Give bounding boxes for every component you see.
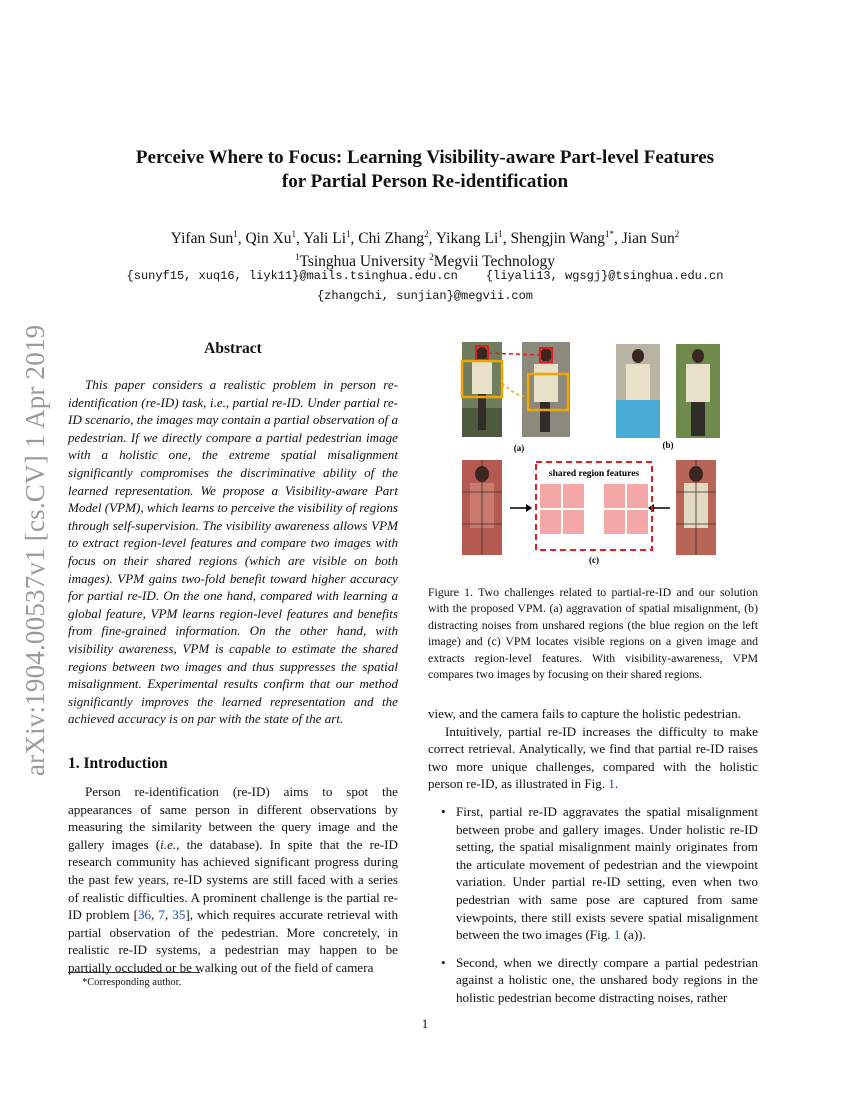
email-1[interactable]: {sunyf15, xuq16, liyk11}@mails.tsinghua.edu.cn xyxy=(126,269,458,283)
author-affiliation-marker: 2 xyxy=(674,229,680,239)
author-name: Yali Li xyxy=(303,230,347,248)
figure-caption: Figure 1. Two challenges related to partial-re-ID and our solution with the proposed VPM. (a) aggravation of spatial misalignment, (b) distracting noises from unshared regions (the blue region on the left image) and (c) VPM locates visible regions on a given image and extracts region-level features. With visibility-awareness, VPM compares two images by focusing on their shared regions. xyxy=(428,585,758,682)
paper-title xyxy=(80,146,770,194)
figure-ref-link[interactable]: 1 xyxy=(613,927,621,943)
shared-region-label: shared region features xyxy=(548,469,640,479)
citation-link[interactable]: 7 xyxy=(158,907,165,923)
abstract-text: This paper considers a realistic problem in person re-identification (re-ID) task, i.e., partial re-ID. Under partial re-ID scenario, the images may contain a partial observation of a pedestrian. If we directly compare a partial pedestrian image with a holistic one, the extreme spatial misalignment significantly compromises the discriminative ability of the learned representation. We propose a Visibility-aware Part Model (VPM), which learns to perceive the visibility of regions through self-supervision. The visibility awareness allows VPM to extract region-level features and compare two images with focus on their shared regions (which are visible on both images). VPM gains two-fold benefit toward higher accuracy for partial re-ID. On the one hand, compared with learning a global feature, VPM learns region-level features and benefits from fine-grained information. On the other hand, with visibility awareness, VPM is capable to estimate the shared regions between two images and thus suppresses the spatial misalignment. Experimental results confirm that our method significantly improves the learned representation and the achieved accuracy is on par with the state of the art. xyxy=(68,377,398,727)
affil-2-marker: 2 xyxy=(429,252,434,263)
right-column-text xyxy=(428,705,758,1017)
affil-2: Megvii Technology xyxy=(433,253,556,271)
author-list: Yifan Sun$^1$, Qin Xu$^1$, Yali Li$^1$, Chi Zhang$^2$, Yikang Li$^1$, Shengjin Wang$^{1*}$, Jian Sun$^2$ xyxy=(170,229,680,248)
figure-label-b: (b) xyxy=(662,440,674,450)
challenge-list xyxy=(428,803,758,1007)
author-name: Chi Zhang xyxy=(358,230,425,248)
list-item: • First, partial re-ID aggravates the spatial misalignment between probe and gallery images. Under holistic re-ID setting, the spatial misalignment mainly originates from the articulate movement of pedestrian and the viewpoint variation. Under partial re-ID setting, even when two pedestrian with same pose are captured from same viewpoints, there still exists severe spatial misalignment between the two images (Fig. 1 (a)). xyxy=(428,803,758,944)
author-affiliation-marker: 2 xyxy=(424,229,429,239)
figure-1 xyxy=(428,338,758,568)
arxiv-stamp: arXiv:1904.00537v1 [cs.CV] 1 Apr 2019 xyxy=(20,324,50,776)
email-block xyxy=(80,266,770,306)
paragraph: Intuitively, partial re-ID increases the difficulty to make correct retrieval. Analytically, we find that partial re-ID raises two more unique challenges, compared with the holistic person re-ID, as illustrated in Fig. 1. xyxy=(428,723,758,792)
section-heading-introduction: 1. Introduction xyxy=(68,755,168,772)
author-affiliation-marker: 1 xyxy=(346,229,351,239)
figure-label-c: (c) xyxy=(589,555,599,565)
author-affiliation-marker: 1 xyxy=(233,229,238,239)
intro-paragraph: Person re-identification (re-ID) aims to spot the appearances of same person in different observations by measuring the similarity between the query image and the gallery images (i.e., the database). In spite that the re-ID research community has achieved significant progress during the past few years, re-ID systems are still faced with a series of realistic difficulties. A prominent challenge is the partial re-ID problem [36, 7, 35], which requires accurate retrieval with partial observation of the pedestrian. More concretely, in realistic re-ID systems, a pedestrian may happen to be partially occluded or be walking out of the field of camera xyxy=(68,784,399,975)
affil-1-marker: 1 xyxy=(294,252,300,263)
paragraph: view, and the camera fails to capture the holistic pedestrian. xyxy=(428,706,741,721)
email-2[interactable]: {liyali13, wgsgj}@tsinghua.edu.cn xyxy=(485,269,724,283)
author-name: Qin Xu xyxy=(245,230,292,248)
figure-ref-link[interactable]: 1 xyxy=(608,776,615,792)
figure-label-a: (a) xyxy=(513,443,525,453)
title-line-2: for Partial Person Re-identification xyxy=(281,171,569,192)
title-line-1: Perceive Where to Focus: Learning Visibility-aware Part-level Features xyxy=(135,147,715,168)
abstract-heading: Abstract xyxy=(204,340,262,357)
author-name: Yifan Sun xyxy=(170,230,234,248)
figure-panel-b xyxy=(616,344,720,438)
page-number: 1 xyxy=(421,1016,429,1031)
author-block xyxy=(80,225,770,271)
author-affiliation-marker: 1* xyxy=(605,229,614,239)
footnote-divider xyxy=(68,972,200,973)
author-name: Yikang Li xyxy=(435,230,499,248)
list-item: • Second, when we directly compare a partial pedestrian against a holistic one, the unshared body regions in the holistic pedestrian become distracting noises, rather xyxy=(428,954,758,1007)
figure-panel-a xyxy=(462,342,570,437)
author-name: Jian Sun xyxy=(621,230,675,248)
author-affiliation-marker: 1 xyxy=(498,229,503,239)
citation-link[interactable]: 36 xyxy=(137,907,152,923)
affil-1: Tsinghua University xyxy=(299,253,426,271)
footnote: *Corresponding author. xyxy=(82,977,182,988)
unshared-region xyxy=(616,400,660,438)
author-affiliation-marker: 1 xyxy=(291,229,297,239)
email-3[interactable]: {zhangchi, sunjian}@megvii.com xyxy=(316,289,534,303)
author-name: Shengjin Wang xyxy=(510,230,605,248)
citation-link[interactable]: 35 xyxy=(172,907,186,923)
